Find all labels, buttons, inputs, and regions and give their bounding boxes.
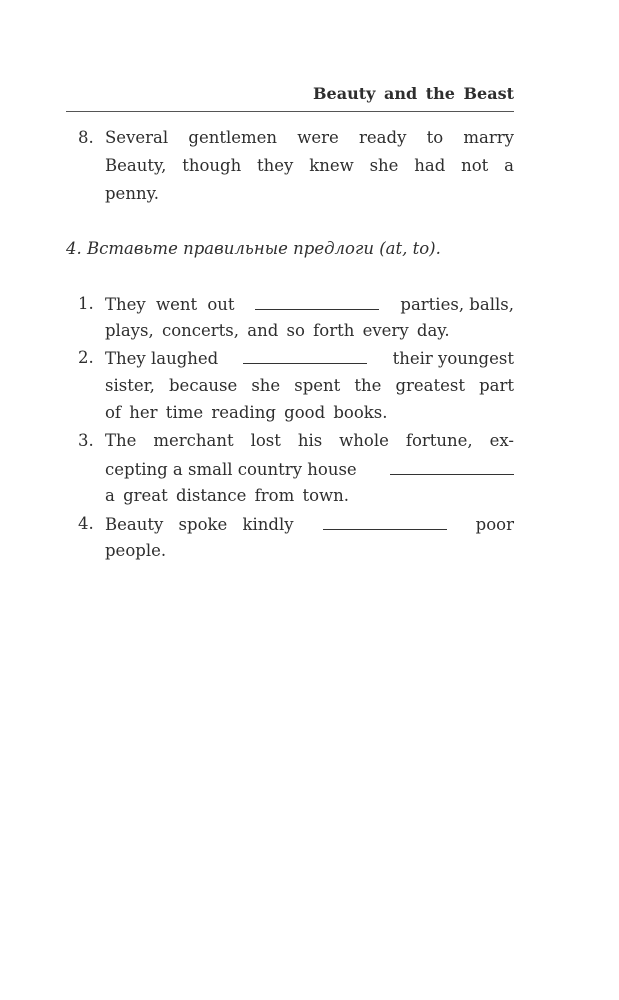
answer-blank[interactable]	[323, 510, 447, 530]
item-number: 4.	[78, 514, 94, 533]
text-after-blank: poor	[475, 515, 514, 534]
text-line	[105, 510, 514, 538]
text-line	[105, 344, 514, 372]
text-line: Several gentlemen were ready to marry	[105, 128, 514, 147]
header-rule	[66, 111, 514, 112]
text-line	[105, 290, 514, 318]
item-number: 2.	[78, 348, 94, 367]
running-header: Beauty and the Beast	[313, 84, 514, 103]
item-number: 8.	[78, 128, 94, 147]
item-number: 1.	[78, 294, 94, 313]
text-line	[105, 455, 514, 483]
text-line: sister, because she spent the greatest part	[105, 376, 514, 395]
text-line: penny.	[105, 184, 159, 203]
text-after-blank: parties, balls,	[400, 295, 514, 314]
item-number: 3.	[78, 431, 94, 450]
text-before-blank: cepting a small country house	[105, 460, 357, 479]
text-line: of her time reading good books.	[105, 403, 388, 422]
text-line: people.	[105, 541, 167, 560]
text-line: The merchant lost his whole fortune, ex-	[105, 431, 514, 450]
text-line: a great distance from town.	[105, 486, 350, 505]
answer-blank[interactable]	[243, 344, 367, 364]
text-before-blank: They laughed	[105, 349, 219, 368]
text-before-blank: Beauty spoke kindly	[105, 515, 294, 534]
answer-blank[interactable]	[255, 290, 379, 310]
text-line: Beauty, though they knew she had not a	[105, 156, 514, 175]
text-line: plays, concerts, and so forth every day.	[105, 321, 450, 340]
text-after-blank: their youngest	[392, 349, 514, 368]
text-before-blank: They went out	[105, 295, 235, 314]
answer-blank[interactable]	[390, 455, 514, 475]
task-heading: 4. Вставьте правильные предлоги (at, to).	[66, 239, 441, 258]
